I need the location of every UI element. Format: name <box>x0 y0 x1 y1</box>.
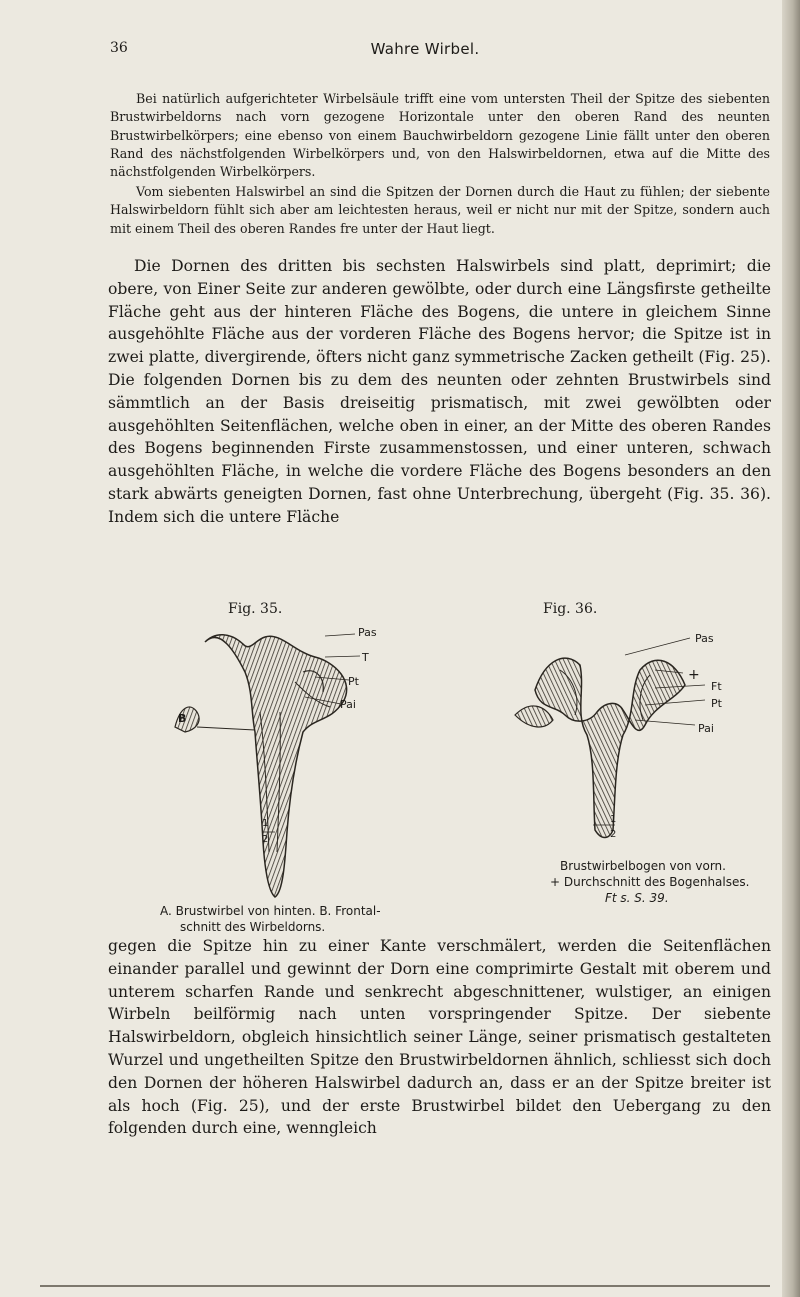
fig35-fraction-numerator: 1 <box>262 818 269 829</box>
fig36-fraction-denominator: 2 <box>610 829 617 840</box>
page-number: 36 <box>110 40 128 56</box>
figure-35-title: Fig. 35. <box>228 601 283 617</box>
paragraph-4: gegen die Spitze hin zu einer Kante verschmälert, werden die Seitenflächen einander parallel und gewinnt der Dorn eine comprimirte Gestalt mit oberem und unterem scharfen Rande und senkrecht abgeschnittener, wulstiger, an einigen Wirbeln beilförmig nach unten vorspringender Spitze. Der siebente Halswirbeldorn, obgleich hinsichtlich seiner Länge, seiner prismatisch gestalteten Wurzel und ungetheilten Spitze den Brustwirbeldornen ähnlich, schliesst sich doch den Dornen der höheren Halswirbel dadurch an, dass er an der Spitze breiter ist als hoch (Fig. 25), und der erste Brustwirbel bildet den Uebergang zu den folgenden durch eine, wenngleich <box>108 937 771 1138</box>
fig36-label-pt: Pt <box>711 697 722 710</box>
fig36-label-pai: Pai <box>698 722 714 735</box>
fig36-label-ft: Ft <box>711 680 722 693</box>
fig36-fraction-numerator: 1 <box>610 814 617 825</box>
paragraph-1: Bei natürlich aufgerichteter Wirbelsäule trifft eine vom untersten Theil der Spitze des siebenten Brustwirbeldorns nach vorn gezogene Horizontale unter den oberen Rand des neunten Brustwirbelkörpers; eine ebenso von einem Bauchwirbeldorn gezogene Linie fällt unter den oberen Rand des nächstfolgenden Wirbelkörpers und, von den Halswirbeldornen, etwa auf die Mitte des nächstfolgenden Wirbelkörpers. <box>110 91 770 180</box>
figure-36-title: Fig. 36. <box>543 601 598 617</box>
page-header <box>110 40 740 64</box>
figure-36-caption-line1: Brustwirbelbogen von vorn. <box>560 859 726 873</box>
figure-36-caption-line2: + Durchschnitt des Bogenhalses. <box>550 875 750 889</box>
fig36-label-pas: Pas <box>695 632 714 645</box>
figure-35-caption-line2: schnitt des Wirbeldorns. <box>180 920 326 934</box>
fig35-label-t: T <box>362 651 369 664</box>
fig35-label-pas: Pas <box>358 626 377 639</box>
running-head: Wahre Wirbel. <box>370 40 480 58</box>
fig35-fraction-denominator: 2 <box>262 834 269 845</box>
fig35-label-pt: Pt <box>348 675 359 688</box>
fig35-label-pai: Pai <box>340 698 356 711</box>
page-edge <box>782 0 800 1297</box>
figure-36-caption-line3: Ft s. S. 39. <box>605 891 669 905</box>
paragraph-2: Vom siebenten Halswirbel an sind die Spitzen der Dornen durch die Haut zu fühlen; der siebente Halswirbeldorn fühlt sich aber am leichtesten heraus, weil er nicht nur mit der Spitze, sondern auch mit einem Theil des oberen Randes fre unter der Haut liegt. <box>110 184 770 236</box>
figure-35-caption-line1: A. Brustwirbel von hinten. B. Frontal- <box>160 904 381 918</box>
fig36-label-plus: + <box>688 667 700 683</box>
paragraph-3: Die Dornen des dritten bis sechsten Halswirbels sind platt, deprimirt; die obere, von Einer Seite zur anderen gewölbte, oder durch eine Längsfirste getheilte Fläche geht aus der hinteren Fläche des Bogens, die untere in gleichem Sinne ausgehöhlte Fläche aus der vorderen Fläche des Bogens hervor; die Spitze ist in zwei platte, divergirende, öfters nicht ganz symmetrische Zacken getheilt (Fig. 25). Die folgenden Dornen bis zu dem des neunten oder zehnten Brustwirbels sind sämmtlich an der Basis dreiseitig prismatisch, mit zwei gewölbten oder ausgehöhlten Seitenflächen, welche oben in einer, an der Mitte des oberen Randes des Bogens beginnenden Firste zusammenstossen, und einer unteren, schwach ausgehöhlten Fläche, in welche die vordere Fläche des Bogens besonders an den stark abwärts geneigten Dornen, fast ohne Unterbrechung, übergeht (Fig. 35. 36). Indem sich die untere Fläche <box>108 257 771 526</box>
bottom-rule <box>40 1285 770 1287</box>
fig35-label-b: B <box>178 712 187 725</box>
figure-35-drawing <box>165 622 395 902</box>
